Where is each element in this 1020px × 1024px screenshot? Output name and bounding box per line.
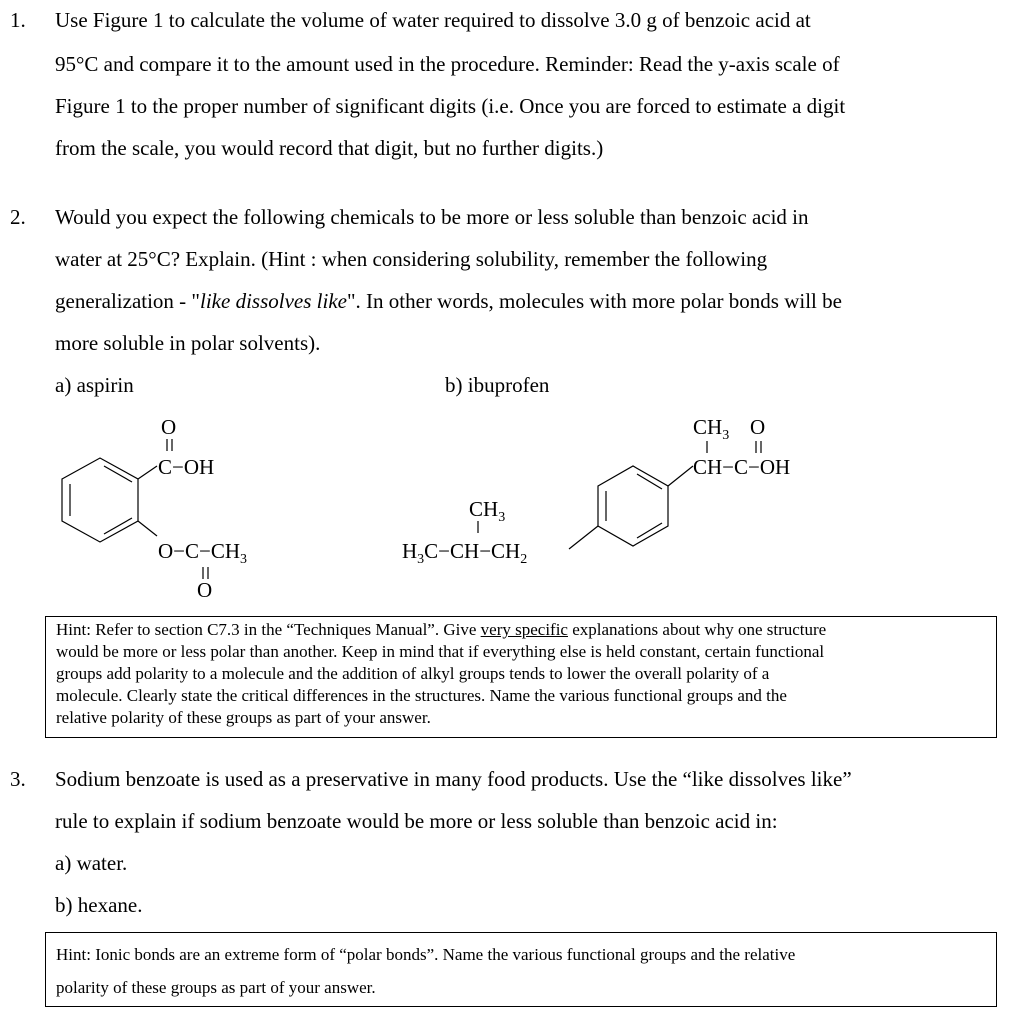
ibuprofen-ch3-top-sub: 3 bbox=[722, 428, 730, 443]
aspirin-bond-to-ester bbox=[138, 521, 157, 536]
question-2-line-3-suffix: ". In other words, molecules with more polar bonds will be bbox=[346, 289, 842, 313]
ibuprofen-h: H bbox=[402, 539, 418, 563]
hint-2-line-1-prefix: Hint: Refer to section C7.3 in the “Techniques Manual”. Give bbox=[56, 620, 481, 639]
hint-2-line-5: relative polarity of these groups as part of your answer. bbox=[56, 708, 431, 727]
question-2-number: 2. bbox=[10, 205, 26, 229]
hint-2-line-1 bbox=[56, 619, 986, 641]
hint-2-line-2: would be more or less polar than another. Keep in mind that if everything else is held constant, certain functional bbox=[56, 642, 825, 661]
question-3-line-1: Sodium benzoate is used as a preservative in many food products. Use the “like dissolves like” bbox=[55, 767, 852, 791]
option-a-aspirin: a) aspirin bbox=[55, 373, 134, 397]
ibuprofen-ch3-branch-sub: 3 bbox=[498, 510, 506, 525]
ibuprofen-h3-sub: 3 bbox=[417, 552, 425, 567]
ibuprofen-isobutyl-chain bbox=[402, 539, 527, 567]
question-2-line-4: more soluble in polar solvents). bbox=[55, 331, 321, 355]
question-1-line-2: 95°C and compare it to the amount used in the procedure. Reminder: Read the y-axis scale of bbox=[55, 52, 840, 76]
question-1-line-1: Use Figure 1 to calculate the volume of water required to dissolve 3.0 g of benzoic acid at bbox=[55, 8, 811, 32]
like-dissolves-like-emphasis: like dissolves like bbox=[200, 289, 347, 313]
ibuprofen-isobutyl-rest: C−CH−CH bbox=[424, 539, 521, 563]
aspirin-ester-o: O bbox=[197, 578, 213, 602]
question-2-line-2: water at 25°C? Explain. (Hint : when considering solubility, remember the following bbox=[55, 247, 768, 271]
ibuprofen-ch3-branch bbox=[469, 497, 505, 525]
ibuprofen-ring-double-bond-3 bbox=[637, 523, 662, 538]
hint-3-line-2: polarity of these groups as part of your answer. bbox=[56, 978, 376, 997]
aspirin-acid-group: C−OH bbox=[158, 455, 215, 479]
aspirin-benzene-ring bbox=[62, 458, 138, 542]
option-a-water: a) water. bbox=[55, 851, 128, 875]
ibuprofen-chain-acid: CH−C−OH bbox=[693, 455, 791, 479]
question-3-hint-box bbox=[45, 932, 997, 1007]
ibuprofen-ch3-top-text: CH bbox=[693, 415, 723, 439]
question-2-line-1: Would you expect the following chemicals to be more or less soluble than benzoic acid in bbox=[55, 205, 809, 229]
ibuprofen-ch3-top bbox=[693, 415, 729, 443]
hint-2-line-1-suffix: explanations about why one structure bbox=[567, 620, 827, 639]
aspirin-carbonyl-o: O bbox=[161, 415, 177, 439]
ibuprofen-ch3-branch-text: CH bbox=[469, 497, 499, 521]
aspirin-ester-text: O−C−CH bbox=[158, 539, 241, 563]
ibuprofen-ch2-sub: 2 bbox=[520, 552, 528, 567]
ibuprofen-bond-ch2-ring bbox=[569, 526, 598, 549]
very-specific-underlined: very specific bbox=[480, 620, 568, 639]
ibuprofen-o-top: O bbox=[750, 415, 766, 439]
question-1-line-3: Figure 1 to the proper number of significant digits (i.e. Once you are forced to estimate a digit bbox=[55, 94, 846, 118]
question-1-number: 1. bbox=[10, 8, 26, 32]
option-b-ibuprofen: b) ibuprofen bbox=[445, 373, 550, 397]
hint-3-line-1: Hint: Ionic bonds are an extreme form of “polar bonds”. Name the various functional groups and the relative bbox=[56, 945, 796, 964]
question-2-line-3-prefix: generalization - " bbox=[55, 289, 201, 313]
question-1-line-4: from the scale, you would record that digit, but no further digits.) bbox=[55, 136, 604, 160]
option-b-hexane: b) hexane. bbox=[55, 893, 143, 917]
question-3-number: 3. bbox=[10, 767, 26, 791]
aspirin-bond-to-acid bbox=[138, 466, 157, 479]
question-3-line-2: rule to explain if sodium benzoate would be more or less soluble than benzoic acid in: bbox=[55, 809, 778, 833]
aspirin-ester-sub: 3 bbox=[240, 552, 248, 567]
aspirin-ester-group bbox=[158, 539, 247, 567]
ibuprofen-benzene-ring bbox=[598, 466, 668, 546]
hint-2-line-4: molecule. Clearly state the critical differences in the structures. Name the various functional groups and the bbox=[56, 686, 787, 705]
ibuprofen-ring-double-bond-2 bbox=[637, 474, 662, 489]
hint-2-line-3: groups add polarity to a molecule and the addition of alkyl groups tends to lower the overall polarity of a bbox=[56, 664, 770, 683]
question-2-hint-box bbox=[45, 616, 997, 738]
ibuprofen-bond-to-ch bbox=[668, 466, 693, 486]
